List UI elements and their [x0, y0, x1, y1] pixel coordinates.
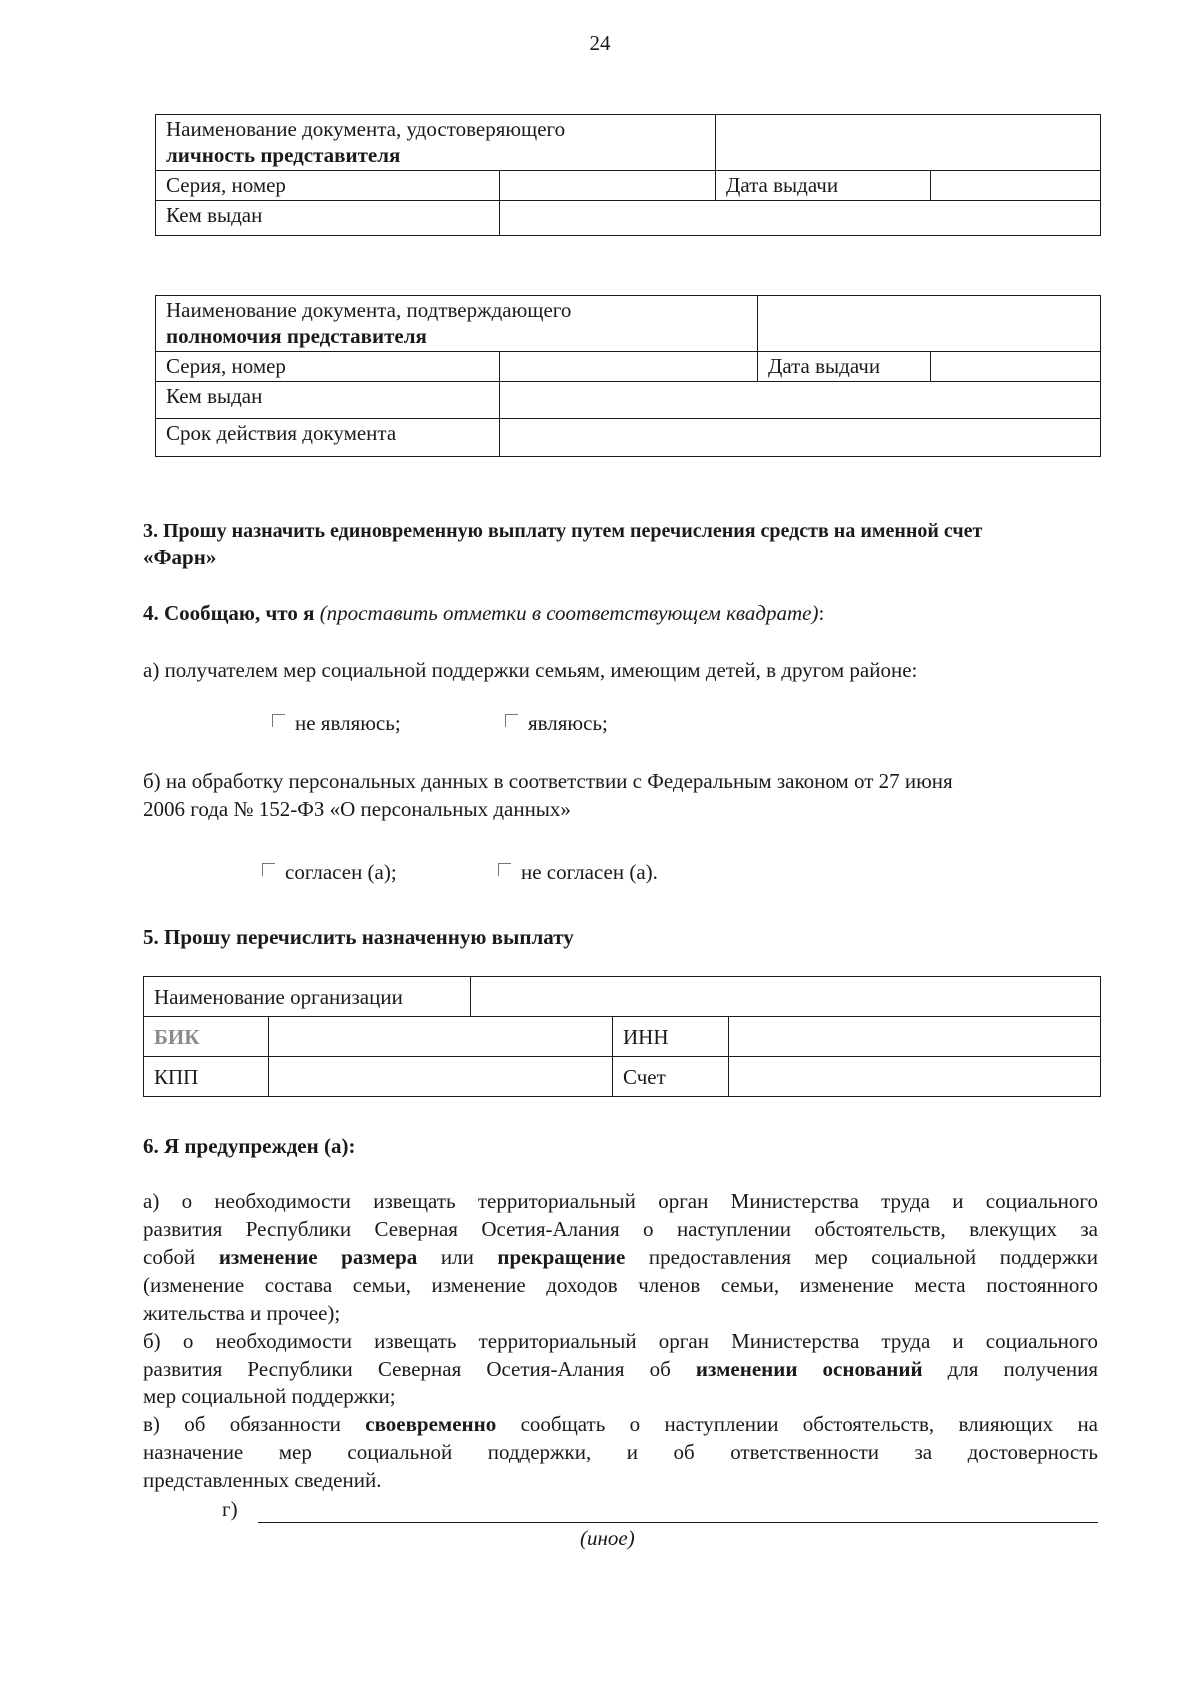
- authority-validity-label: Срок действия документа: [156, 419, 500, 457]
- section-4-item-a: а) получателем мер социальной поддержки семьям, имеющим детей, в другом районе:: [143, 658, 918, 682]
- option-no-consent[interactable]: не согласен (а).: [498, 859, 658, 886]
- identity-date-label: Дата выдачи: [716, 171, 931, 201]
- checkbox-icon[interactable]: [272, 714, 285, 727]
- bank-details-table: [143, 976, 1101, 1097]
- warning-a: а) о необходимости извещать территориальный орган Министерства труда и социального развития Республики Северная Осетия-Алания о наступлении обстоятельств, влекущих за собой изменение размера или прекращение предоставления мер социальной поддержки (изменение состава семьи, изменение доходов членов семьи, изменение места постоянного жительства и прочее);: [143, 1189, 1098, 1325]
- section-4-heading: 4. Сообщаю, что я (проставить отметки в соответствующем квадрате):: [143, 601, 825, 625]
- identity-issued-by-field[interactable]: [500, 201, 1101, 236]
- section-6-heading: 6. Я предупрежден (а):: [143, 1134, 356, 1158]
- warning-b: б) о необходимости извещать территориальный орган Министерства труда и социального развития Республики Северная Осетия-Алания об изменении оснований для получения мер социальной поддержки;: [143, 1328, 1098, 1409]
- authority-date-field[interactable]: [931, 352, 1101, 382]
- section-4-hint: (проставить отметки в соответствующем квадрате): [319, 601, 819, 625]
- org-name-field[interactable]: [471, 977, 1101, 1017]
- option-is-recipient[interactable]: являюсь;: [505, 710, 608, 737]
- bik-field[interactable]: [269, 1017, 613, 1057]
- authority-validity-field[interactable]: [500, 419, 1101, 457]
- warning-g-caption: (иное): [580, 1526, 635, 1550]
- account-label: Счет: [613, 1057, 729, 1097]
- identity-doc-table: [155, 114, 1101, 236]
- section-3-heading: 3. Прошу назначить единовременную выплату путем перечисления средств на именной счет «Фарн»: [143, 520, 983, 569]
- identity-doc-name-label: Наименование документа, удостоверяющего личность представителя: [156, 115, 716, 171]
- org-name-label: Наименование организации: [144, 977, 471, 1017]
- identity-issued-by-label: Кем выдан: [156, 201, 500, 236]
- section-4-item-b: б) на обработку персональных данных в соответствии с Федеральным законом от 27 июня 2006 года № 152-ФЗ «О персональных данных»: [143, 769, 953, 821]
- identity-series-field[interactable]: [500, 171, 716, 201]
- inn-label: ИНН: [613, 1017, 729, 1057]
- checkbox-icon[interactable]: [498, 863, 511, 876]
- authority-doc-table: [155, 295, 1101, 457]
- option-consent[interactable]: согласен (а);: [262, 859, 397, 886]
- authority-series-label: Серия, номер: [156, 352, 500, 382]
- identity-doc-name-field[interactable]: [716, 115, 1101, 171]
- authority-issued-by-field[interactable]: [500, 382, 1101, 419]
- checkbox-icon[interactable]: [262, 863, 275, 876]
- bik-label: БИК: [144, 1017, 269, 1057]
- warning-c: в) об обязанности своевременно сообщать о наступлении обстоятельств, влияющих на назначение мер социальной поддержки, и об ответственности за достоверность представленных сведений.: [143, 1412, 1098, 1493]
- account-field[interactable]: [729, 1057, 1101, 1097]
- authority-date-label: Дата выдачи: [758, 352, 931, 382]
- section-5-heading: 5. Прошу перечислить назначенную выплату: [143, 925, 574, 949]
- section-6-body: [143, 1188, 1098, 1495]
- authority-series-field[interactable]: [500, 352, 758, 382]
- option-not-recipient[interactable]: не являюсь;: [272, 710, 401, 737]
- page-number: 24: [589, 31, 611, 55]
- kpp-field[interactable]: [269, 1057, 613, 1097]
- warning-g-field[interactable]: [258, 1522, 1098, 1523]
- authority-doc-name-label: Наименование документа, подтверждающего полномочия представителя: [156, 296, 758, 352]
- identity-date-field[interactable]: [931, 171, 1101, 201]
- identity-series-label: Серия, номер: [156, 171, 500, 201]
- inn-field[interactable]: [729, 1017, 1101, 1057]
- checkbox-icon[interactable]: [505, 714, 518, 727]
- kpp-label: КПП: [144, 1057, 269, 1097]
- warning-g-label: г): [222, 1497, 238, 1521]
- authority-doc-name-field[interactable]: [758, 296, 1101, 352]
- authority-issued-by-label: Кем выдан: [156, 382, 500, 419]
